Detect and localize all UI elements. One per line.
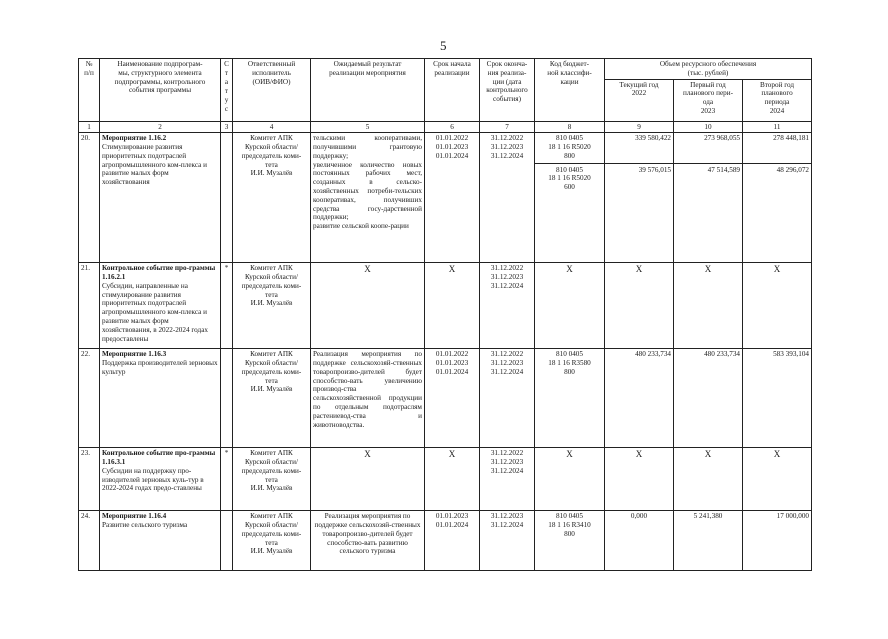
row-name-text: Поддержка производителей зерновых культур	[102, 359, 218, 376]
row-2022: 480 233,734	[605, 349, 674, 448]
row-2024	[743, 133, 812, 263]
row-executor: Комитет АПК Курской области/ председатель коми- тета И.И. Музалёв	[233, 511, 311, 571]
row-kbk: Х	[535, 263, 605, 349]
row-2023: Х	[674, 448, 743, 511]
row-start: 01.01.2022 01.01.2023 01.01.2024	[425, 133, 480, 263]
row-name	[100, 263, 221, 349]
row-kbk: 810 0405 18 1 16 R3580 800	[535, 349, 605, 448]
row-status	[221, 511, 233, 571]
index-cell: 1	[79, 121, 100, 133]
header-name: Наименование подпрограм- мы, структурного элемента подпрограммы, контрольного события программы	[100, 59, 221, 122]
row-2023-2: 47 514,589	[674, 163, 742, 175]
index-row	[79, 121, 812, 133]
row-2024-1: 278 448,181	[773, 134, 809, 143]
row-2024: Х	[743, 263, 812, 349]
row-2022: 0,000	[605, 511, 674, 571]
program-table	[78, 58, 812, 571]
header-num: № п/п	[79, 59, 100, 122]
table-row	[79, 349, 812, 448]
row-start: Х	[425, 263, 480, 349]
header-2024: Второй год планового периода 2024	[743, 79, 812, 121]
index-cell: 6	[425, 121, 480, 133]
row-number: 20.	[79, 133, 100, 263]
row-kbk: 810 0405 18 1 16 R3410 800	[535, 511, 605, 571]
row-name-title: Контрольное событие про-граммы 1.16.2.1	[102, 264, 216, 282]
header-status: С т а т у с	[221, 59, 233, 122]
row-2024: Х	[743, 448, 812, 511]
row-result: Х	[311, 448, 425, 511]
row-status	[221, 349, 233, 448]
row-2023	[674, 133, 743, 263]
index-cell: 9	[605, 121, 674, 133]
row-2023: 5 241,380	[674, 511, 743, 571]
row-result: Реализация мероприятия по поддержке сельскохозяй-ственных товаропроизво-дителей будет способство-вать увеличению производ-ства сельскохозяйственной продукции по отдельным подотраслям растениевод-ства и животноводства.	[311, 349, 425, 448]
row-end: 31.12.2022 31.12.2023 31.12.2024	[480, 448, 535, 511]
table-row	[79, 511, 812, 571]
index-cell: 8	[535, 121, 605, 133]
row-executor: Комитет АПК Курской области/ председатель коми- тета И.И. Музалёв	[233, 448, 311, 511]
row-start: 01.01.2022 01.01.2023 01.01.2024	[425, 349, 480, 448]
row-2023: 480 233,734	[674, 349, 743, 448]
row-status: *	[221, 263, 233, 349]
row-name	[100, 448, 221, 511]
row-name-text: Субсидии на поддержку про-изводителей зерновых куль-тур в 2022-2024 годах предо-ставлены	[102, 466, 204, 493]
table-row	[79, 133, 812, 263]
row-start: Х	[425, 448, 480, 511]
index-cell: 5	[311, 121, 425, 133]
index-cell: 10	[674, 121, 743, 133]
header-end: Срок оконча- ния реализа- ции (дата контрольного события)	[480, 59, 535, 122]
index-cell: 4	[233, 121, 311, 133]
row-end: 31.12.2022 31.12.2023 31.12.2024	[480, 349, 535, 448]
row-kbk	[535, 133, 605, 263]
row-2022-1: 339 580,422	[635, 134, 671, 143]
row-name	[100, 133, 221, 263]
row-status	[221, 133, 233, 263]
row-kbk-2: 810 0405 18 1 16 R5020 600	[535, 163, 604, 192]
header-executor: Ответственный исполнитель (ОИВ/ФИО)	[233, 59, 311, 122]
row-result: Реализация мероприятия по поддержке сельскохозяй-ственных товаропроизво-дителей будет способство-вать развитию сельского туризма	[311, 511, 425, 571]
index-cell: 3	[221, 121, 233, 133]
header-2023: Первый год планового пери- ода 2023	[674, 79, 743, 121]
row-name-title: Мероприятие 1.16.4	[102, 512, 167, 521]
row-2024: 583 393,104	[743, 349, 812, 448]
row-kbk: Х	[535, 448, 605, 511]
row-name	[100, 511, 221, 571]
table-row	[79, 448, 812, 511]
row-number: 23.	[79, 448, 100, 511]
header-2022: Текущий год 2022	[605, 79, 674, 121]
row-kbk-1: 810 0405 18 1 16 R5020 800	[548, 134, 591, 160]
row-result: тельскими кооперативами, получившими грантовую поддержку; увеличенное количество новых постоянных рабочих мест, созданных в сельско-хозяйственных потреби-тельских кооперативах, получивших средства госу-дарственной поддержки; развитие сельской коопе-рации	[311, 133, 425, 263]
row-result: Х	[311, 263, 425, 349]
row-status: *	[221, 448, 233, 511]
row-2022-2: 39 576,015	[605, 163, 673, 175]
row-2023-1: 273 968,055	[704, 134, 740, 143]
index-cell: 7	[480, 121, 535, 133]
page-number: 5	[440, 38, 447, 53]
header-kbk: Код бюджет- ной классифи- кации	[535, 59, 605, 122]
header-row	[79, 59, 812, 80]
index-cell: 11	[743, 121, 812, 133]
row-2024-2: 48 296,072	[743, 163, 811, 175]
row-end: 31.12.2022 31.12.2023 31.12.2024	[480, 133, 535, 263]
row-name-title: Контрольное событие про-граммы 1.16.3.1	[102, 449, 216, 467]
row-number: 22.	[79, 349, 100, 448]
row-name-text: Субсидии, направленные на стимулирование развития приоритетных подотраслей агропромышленного ком-плекса и развитие малых форм хозяйствования, в 2022-2024 годах предоставлены	[102, 281, 208, 343]
row-number: 24.	[79, 511, 100, 571]
table-row	[79, 263, 812, 349]
row-2022: Х	[605, 263, 674, 349]
row-2022: Х	[605, 448, 674, 511]
row-2023: Х	[674, 263, 743, 349]
row-name-title: Мероприятие 1.16.3	[102, 350, 167, 359]
row-start: 01.01.2023 01.01.2024	[425, 511, 480, 571]
row-name-title: Мероприятие 1.16.2	[102, 134, 167, 143]
row-end: 31.12.2022 31.12.2023 31.12.2024	[480, 263, 535, 349]
index-cell: 2	[100, 121, 221, 133]
row-end: 31.12.2023 31.12.2024	[480, 511, 535, 571]
row-name-text: Стимулирование развития приоритетных подотраслей агропромышленного ком-плекса и развитие малых форм хозяйствования	[102, 143, 207, 187]
row-executor: Комитет АПК Курской области/ председатель коми- тета И.И. Музалёв	[233, 263, 311, 349]
row-2022	[605, 133, 674, 263]
row-executor: Комитет АПК Курской области/ председатель коми- тета И.И. Музалёв	[233, 349, 311, 448]
row-executor: Комитет АПК Курской области/ председатель коми- тета И.И. Музалёв	[233, 133, 311, 263]
header-start: Срок начала реализации	[425, 59, 480, 122]
row-name-text: Развитие сельского туризма	[102, 521, 188, 530]
row-number: 21.	[79, 263, 100, 349]
row-name	[100, 349, 221, 448]
row-2024: 17 000,000	[743, 511, 812, 571]
header-result: Ожидаемый результат реализации мероприятия	[311, 59, 425, 122]
header-resources: Объем ресурсного обеспечения (тыс. рублей)	[605, 59, 812, 80]
